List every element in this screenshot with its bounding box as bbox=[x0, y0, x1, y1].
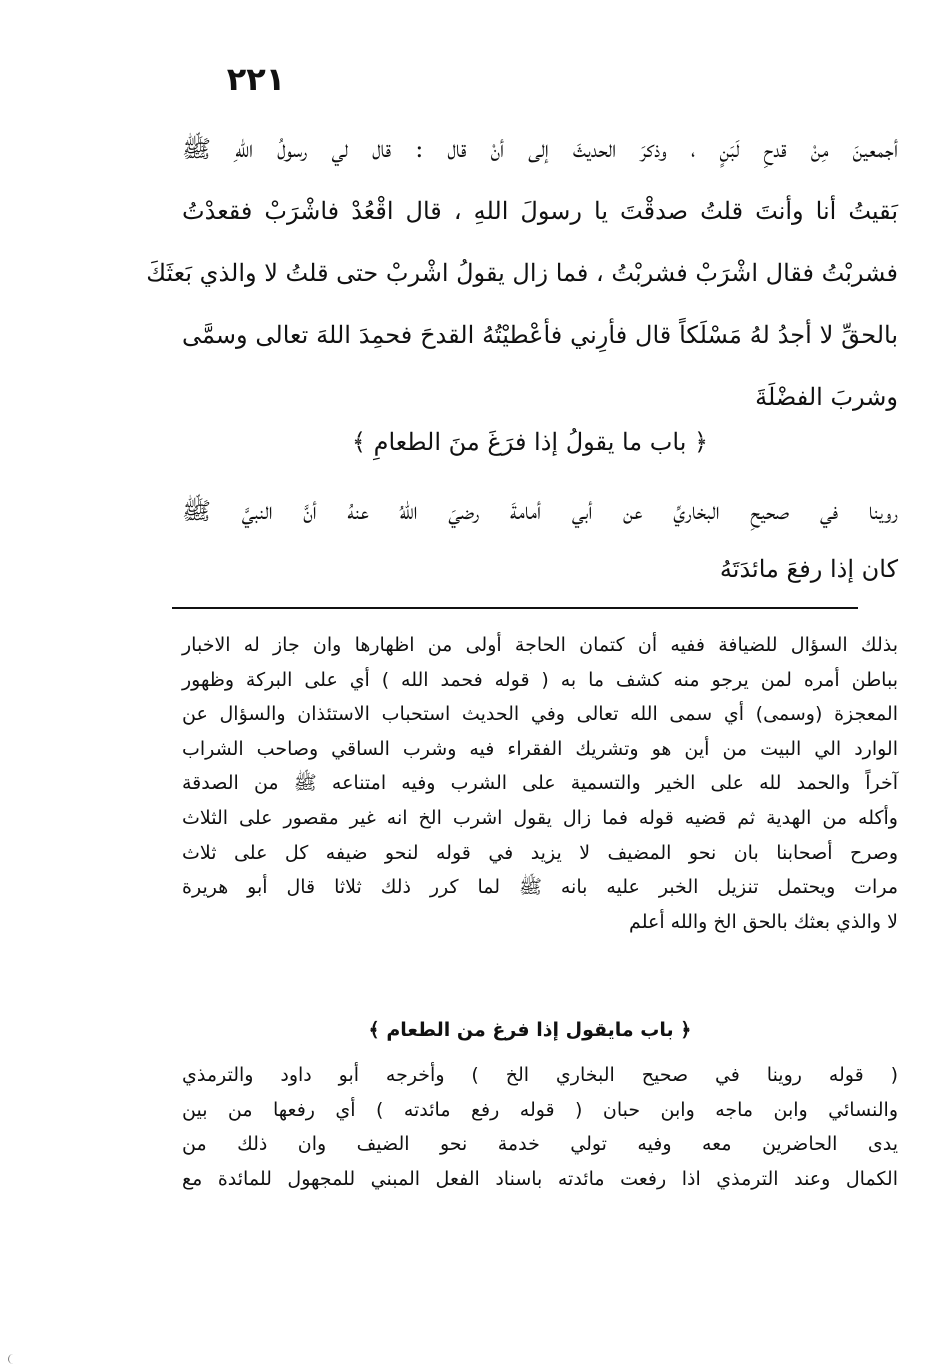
ornament-bracket-icon: ﴾ bbox=[351, 428, 366, 456]
commentary-line: المعجزة (وسمى) أي سمى الله تعالى وفي الحديث استحباب الاستئذان والسؤال عن bbox=[182, 703, 898, 726]
main-text-line: كان إذا رفعَ مائدَتَهُ bbox=[719, 555, 898, 583]
commentary-line: آخراً والحمد لله على الخير والتسمية على الشرب وفيه امتناعه ﷺ من الصدقة bbox=[182, 772, 898, 795]
commentary-heading bbox=[330, 1012, 730, 1048]
commentary-line: ( قوله روينا في صحيح البخاري الخ ) وأخرجه أبو داود والترمذي bbox=[182, 1064, 898, 1086]
main-text-block-2 bbox=[182, 482, 898, 598]
ornament-bracket-icon: ﴿ bbox=[680, 1019, 692, 1041]
commentary-line: مرات ويحتمل تنزيل الخبر عليه بانه ﷺ لما كرر ذلك ثلاثا قال أبو هريرة bbox=[182, 876, 898, 899]
ornament-bracket-icon: ﴿ bbox=[694, 428, 709, 456]
commentary-line: بباطن أمره لمن يرجو منه كشف ما به ( قوله فحمد الله ) أي على البركة وظهور bbox=[182, 668, 898, 691]
commentary-line: وأكله من الهدية ثم قضيه قوله فما زال يقول اشرب الخ انه غير مقصور على الثلاث bbox=[182, 806, 898, 829]
chapter-heading-text: باب ما يقولُ إذا فرَغَ منَ الطعامِ bbox=[373, 428, 687, 456]
main-text-line: أجمعينَ مِنْ قدحِ لَبَنٍ ، وذكرَ الحديثَ إلى أنْ قال : قال لي رسولُ اللهِ ﷺ bbox=[182, 135, 898, 163]
main-text-line: روينا في صحيحِ البخاريِّ عن أبي أمامةَ رضيَ اللهُ عنهُ أنَّ النبيَّ ﷺ bbox=[182, 497, 898, 525]
commentary-line: الوارد الي البيت من أين هو وتشريك الفقراء فيه وشرب الساقي وصاحب الشراب bbox=[182, 737, 898, 760]
commentary-block-2 bbox=[182, 1058, 898, 1196]
main-text-line: فشربْتُ فقال اشْرَبْ فشربْتُ ، فما زال يقولُ اشْربْ حتى قلتُ لا والذي بَعثَكَ bbox=[146, 259, 898, 287]
main-text-block bbox=[146, 118, 898, 428]
commentary-heading-text: باب مايقول إذا فرغ من الطعام bbox=[386, 1019, 674, 1041]
main-text-line: بالحقِّ لا أجدُ لهُ مَسْلَكاً قال فأرِني فأعْطيْتُهُ القدحَ فحمِدَ اللهَ تعالى وسمَّى bbox=[182, 321, 898, 349]
main-text-line: وشربَ الفضْلَةَ bbox=[755, 383, 898, 411]
commentary-block bbox=[182, 628, 898, 939]
scan-edge-mark bbox=[8, 1354, 17, 1364]
ornament-bracket-icon: ﴾ bbox=[368, 1019, 380, 1041]
commentary-line: يدى الحاضرين معه وفيه تولي خدمة نحو الضيف وان ذلك من bbox=[182, 1133, 898, 1155]
commentary-line: بذلك السؤال للضيافة ففيه أن كتمان الحاجة أولى من اظهارها وان جاز له الاخبار bbox=[182, 634, 898, 656]
footnote-divider bbox=[172, 607, 858, 609]
chapter-heading bbox=[300, 418, 760, 466]
page-number: ٢٢١ bbox=[226, 60, 286, 98]
commentary-line: لا والذي بعثك بالحق الخ والله أعلم bbox=[629, 910, 898, 933]
commentary-line: وصرح أصحابنا بان نحو المضيف لا يزيد في قوله لنحو ضيفه كل على ثلاث bbox=[182, 841, 898, 864]
main-text-line: بَقيتُ أنا وأنتَ قلتُ صدقْتَ يا رسولَ اللهِ ، قال اقْعُدْ فاشْرَبْ فقعدْتُ bbox=[182, 197, 898, 225]
commentary-line: والنسائي وابن ماجه وابن حبان ( قوله رفع مائدته ) أي رفعها من بين bbox=[182, 1098, 898, 1121]
commentary-line: الكمال وعند الترمذي اذا رفعت مائدته باسناد الفعل المبني للمجهول للمائدة مع bbox=[182, 1167, 898, 1190]
